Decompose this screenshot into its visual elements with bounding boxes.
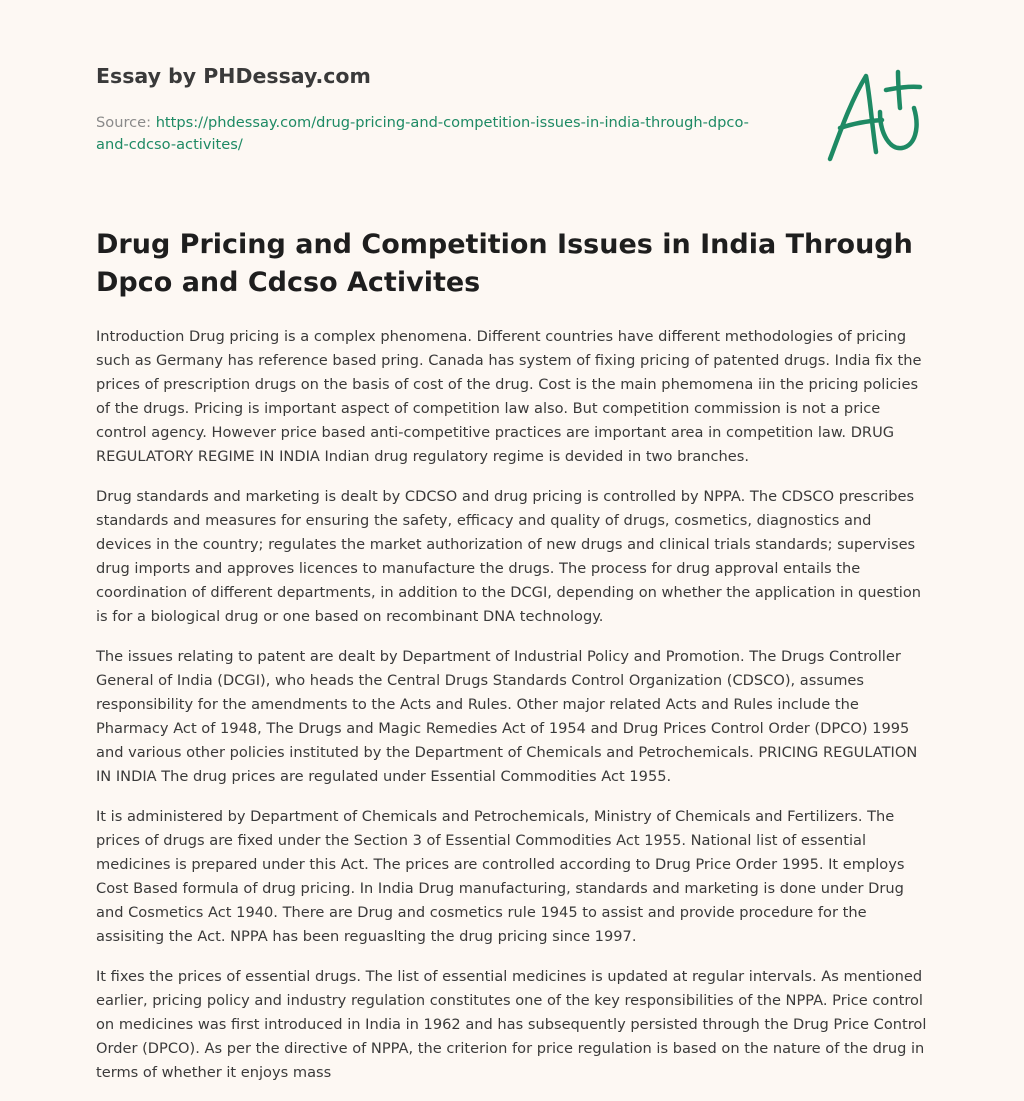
essay-title: Drug Pricing and Competition Issues in India Through Dpco and Cdcso Activites <box>96 229 913 298</box>
site-brand: Essay by PHDessay.com <box>96 64 371 88</box>
essay-body <box>96 325 930 1101</box>
essay-paragraph: It is administered by Department of Chemicals and Petrochemicals, Ministry of Chemicals and Fertilizers. The prices of drugs are fixed under the Section 3 of Essential Commodities Act 1955. National list of essential medicines is prepared under this Act. The prices are controlled according to Drug Price Order 1995. It employs Cost Based formula of drug pricing. In India Drug manufacturing, standards and marketing is done under Drug and Cosmetics Act 1940. There are Drug and cosmetics rule 1945 to assist and provide procedure for the assisiting the Act. NPPA has been reguaslting the drug pricing since 1997. <box>96 808 905 945</box>
essay-paragraph: Introduction Drug pricing is a complex phenomena. Different countries have different methodologies of pricing such as Germany has reference based pring. Canada has system of fixing pricing of patented drugs. India fix the prices of prescription drugs on the basis of cost of the drug. Cost is the main phemomena iin the pricing policies of the drugs. Pricing is important aspect of competition law also. But competition commission is not a price control agency. However price based anti-competitive practices are important area in competition law. DRUG REGULATORY REGIME IN INDIA Indian drug regulatory regime is devided in two branches. <box>96 328 922 465</box>
essay-paragraph: It fixes the prices of essential drugs. The list of essential medicines is updated at regular intervals. As mentioned earlier, pricing policy and industry regulation constitutes one of the key responsibilities of the NPPA. Price control on medicines was first introduced in India in 1962 and has subsequently persisted through the Drug Price Control Order (DPCO). As per the directive of NPPA, the criterion for price regulation is based on the nature of the drug in terms of whether it enjoys mass <box>96 968 927 1081</box>
a-plus-grade-icon <box>822 68 926 164</box>
essay-paragraph: Drug standards and marketing is dealt by CDCSO and drug pricing is controlled by NPPA. The CDSCO prescribes standards and measures for ensuring the safety, efficacy and quality of drugs, cosmetics, diagnostics and devices in the country; regulates the market authorization of new drugs and clinical trials standards; supervises drug imports and approves licences to manufacture the drugs. The process for drug approval entails the coordination of different departments, in addition to the DCGI, depending on whether the application in question is for a biological drug or one based on recombinant DNA technology. <box>96 488 922 625</box>
source-line <box>96 112 776 156</box>
source-label: Source: <box>96 114 156 131</box>
source-link[interactable]: https://phdessay.com/drug-pricing-and-competition-issues-in-india-through-dpco-and-cdcso-activites/ <box>96 114 749 153</box>
essay-paragraph: The issues relating to patent are dealt by Department of Industrial Policy and Promotion. The Drugs Controller General of India (DCGI), who heads the Central Drugs Standards Control Organization (CDSCO), assumes responsibility for the amendments to the Acts and Rules. Other major related Acts and Rules include the Pharmacy Act of 1948, The Drugs and Magic Remedies Act of 1954 and Drug Prices Control Order (DPCO) 1995 and various other policies instituted by the Department of Chemicals and Petrochemicals. PRICING REGULATION IN INDIA The drug prices are regulated under Essential Commodities Act 1955. <box>96 648 918 785</box>
